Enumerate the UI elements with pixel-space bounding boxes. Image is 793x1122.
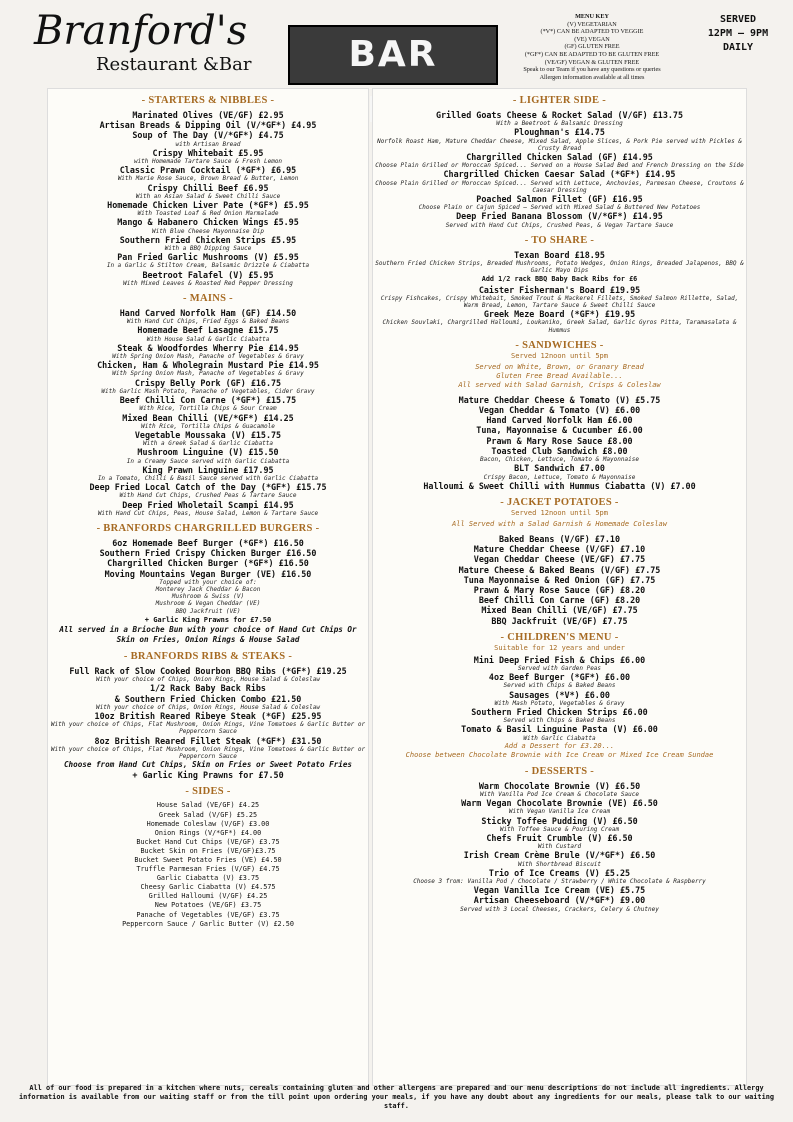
menu-item-description: With Rice, Tortilla Chips & Guacamole — [141, 422, 275, 430]
menu-item-description: With Garlic Mash Potato, Panache of Vegetables, Cider Gravy — [101, 387, 315, 395]
burger-topping: Monterey Jack Cheddar & Bacon — [155, 585, 261, 593]
menu-item-name: Mango & Habanero Chicken Wings £5.95 — [117, 217, 299, 228]
jacket-item: Baked Beans (V/GF) £7.10 — [498, 533, 620, 544]
burger-toppings — [48, 579, 368, 615]
jacket-item: Tuna Mayonnaise & Red Onion (GF) £7.75 — [463, 574, 656, 585]
sandwich-note: Gluten Free Bread Available... — [496, 371, 623, 380]
menu-item-name: Mature Cheddar Cheese & Tomato (V) £5.75 — [458, 394, 661, 405]
restaurant-logo — [34, 8, 274, 80]
desserts-list — [373, 781, 746, 913]
menu-item-name: Chargrilled Chicken Caesar Salad (*GF*) £14.95 — [443, 169, 676, 180]
served-times — [693, 13, 783, 55]
side-item: Grilled Halloumi (V/GF) £4.25 — [148, 892, 268, 901]
menu-item-name: Vegan Vanilla Ice Cream (VE) £5.75 — [473, 885, 646, 896]
side-item: Bucket Sweet Potato Fries (VE) £4.50 — [134, 855, 282, 864]
menu-item-name: Sausages (*V*) £6.00 — [509, 689, 610, 700]
section-title-share: - TO SHARE - — [524, 234, 595, 246]
menu-item-name: Mini Deep Fried Fish & Chips £6.00 — [473, 654, 646, 665]
jacket-item: Mixed Bean Chilli (VE/GF) £7.75 — [481, 605, 638, 616]
sides-list — [48, 801, 368, 928]
section-title-mains: - MAINS - — [183, 293, 233, 305]
menu-item-name: Tuna, Mayonnaise & Cucumber £6.00 — [476, 425, 643, 436]
menu-item-description: With a BBQ Dipping Sauce — [164, 245, 252, 253]
menu-item-name: Deep Fried Banana Blossom (V/*GF*) £14.95 — [456, 211, 663, 222]
menu-item-name: Crispy Whitebait £5.95 — [152, 147, 264, 158]
menu-item-name: Vegetable Moussaka (V) £15.75 — [134, 429, 282, 440]
jacket-item: Mature Cheese & Baked Beans (V/GF) £7.75 — [458, 564, 661, 575]
burger-extra: + Garlic King Prawns for £7.50 — [144, 615, 272, 624]
jacket-item: Mature Cheddar Cheese (V/GF) £7.10 — [473, 544, 646, 555]
menu-item-name: 8oz British Reared Fillet Steak (*GF*) £31.50 — [94, 735, 322, 746]
menu-item-name: Southern Fried Chicken Strips £5.95 — [119, 234, 297, 245]
jacket-item: Vegan Cheddar Cheese (VE/GF) £7.75 — [473, 554, 646, 565]
menu-item-description: with Homemade Tartare Sauce & Fresh Lemon — [133, 158, 283, 166]
menu-item-description: Served with Chips & Baked Beans — [503, 717, 616, 725]
menu-item-description: In a Garlic & Stilton Cream, Balsamic Drizzle & Ciabatta — [106, 262, 310, 270]
side-item: Bucket Skin on Fries (VE/GF)£3.75 — [140, 846, 276, 855]
menu-item-description: With Mixed Leaves & Roasted Red Pepper Dressing — [123, 279, 293, 287]
section-title-sides: - SIDES - — [185, 786, 231, 798]
menu-item-name: Trio of Ice Creams (V) £5.25 — [488, 867, 631, 878]
menu-item-description: With Blue Cheese Mayonnaise Dip — [152, 227, 264, 235]
menu-item-description: With an Asian Salad & Sweet Chilli Sauce — [135, 192, 281, 200]
menu-item-name: 1/2 Rack Baby Back Ribs — [150, 683, 266, 694]
menu-item-name: Full Rack of Slow Cooked Bourbon BBQ Ribs (*GF*) £19.25 — [69, 665, 347, 676]
share-list — [373, 250, 746, 334]
ribs-list — [48, 666, 368, 760]
menu-item-description: With your choice of Chips, Onion Rings, House Salad & Coleslaw — [96, 676, 320, 684]
menu-item-name: Crispy Belly Pork (GF) £16.75 — [134, 377, 282, 388]
menu-item-name: Warm Chocolate Brownie (V) £6.50 — [478, 780, 641, 791]
jackets-list — [373, 534, 746, 626]
menu-item-name: Deep Fried Wholetail Scampi £14.95 — [122, 499, 294, 510]
section-title-children: - CHILDREN'S MENU - — [500, 631, 619, 643]
menu-item-description: With Toffee Sauce & Pouring Cream — [499, 825, 620, 833]
menu-item-description: With your choice of Chips, Onion Rings, House Salad & Coleslaw — [96, 703, 320, 711]
menu-item-name: & Southern Fried Chicken Combo £21.50 — [114, 693, 302, 704]
menu-item-name: 6oz Homemade Beef Burger (*GF*) £16.50 — [112, 537, 304, 548]
menu-item-description: With Spring Onion Mash, Panache of Vegetables & Gravy — [112, 353, 304, 361]
menu-item-description: Served with Garden Peas — [517, 664, 602, 672]
menu-item-name: Greek Meze Board (*GF*) £19.95 — [483, 309, 636, 320]
logo-subtitle: Restaurant &Bar — [96, 54, 252, 75]
menu-item-name: Beetroot Falafel (V) £5.95 — [142, 269, 274, 280]
bar-menu-title: BAR — [348, 34, 438, 75]
section-title-desserts: - DESSERTS - — [524, 765, 595, 777]
side-item: Cheesy Garlic Ciabatta (V) £4.575 — [140, 883, 276, 892]
menu-item-name: Mixed Bean Chilli (VE/*GF*) £14.25 — [122, 412, 294, 423]
menu-item-name: Mushroom Linguine (V) £15.50 — [137, 447, 279, 458]
menu-key-line: (VE) VEGAN — [574, 35, 610, 43]
menu-item-name: Hand Carved Norfolk Ham (GF) £14.50 — [119, 308, 297, 319]
menu-item-description: In a Tomato, Chilli & Basil Sauce served with Garlic Ciabatta — [97, 474, 319, 482]
menu-item-description: Bacon, Chicken, Lettuce, Tomato & Mayonnaise — [480, 456, 639, 464]
menu-item-description: With your choice of Chips, Flat Mushroom, Onion Rings, Vine Tomatoes & Garlic Butter or Peppercorn Sauce — [50, 745, 366, 760]
menu-key-line: Speak to our Team if you have any questions or queries — [523, 66, 661, 74]
menu-item-description: With Mash Potato, Vegetables & Gravy — [494, 699, 625, 707]
jacket-hours: Served 12noon until 5pm — [511, 508, 608, 517]
bar-menu-banner — [288, 25, 498, 85]
burger-topping: Mushroom & Vegan Cheddar (VE) — [155, 600, 261, 608]
menu-item-description: Choose Plain or Cajun Spiced – Served with Mixed Salad & Buttered New Potatoes — [418, 204, 701, 212]
menu-item-description: Chicken Souvlaki, Chargrilled Halloumi, Loukaniko, Greek Salad, Garlic Gyros Pitta, Taramasalata & Hummus — [382, 319, 737, 334]
section-title-sandwiches: - SANDWICHES - — [515, 339, 604, 351]
section-title-jacket: - JACKET POTATOES - — [500, 496, 619, 508]
menu-item-description: With Toasted Loaf & Red Onion Marmalade — [137, 210, 279, 218]
menu-item-name: Marinated Olives (VE/GF) £2.95 — [132, 110, 284, 120]
children-list — [373, 655, 746, 742]
menu-key-line: Allergen information available at all times — [539, 73, 645, 81]
menu-item-name: Poached Salmon Fillet (GF) £16.95 — [476, 194, 643, 205]
menu-item-name: Deep Fried Local Catch of the Day (*GF*) £15.75 — [89, 482, 327, 493]
menu-item-name: Beef Chilli Con Carne (*GF*) £15.75 — [119, 395, 297, 406]
children-note: Add a Dessert for £3.20... — [504, 741, 615, 750]
menu-item-description: In a Creamy Sauce served with Garlic Ciabatta — [126, 457, 290, 465]
served-days: DAILY — [722, 42, 754, 53]
menu-item-description: With Hand Cut Chips, Fried Eggs & Baked Beans — [126, 318, 290, 326]
side-item: Garlic Ciabatta (V) £3.75 — [156, 874, 260, 883]
side-item: Peppercorn Sauce / Garlic Butter (V) £2.50 — [122, 919, 294, 928]
menu-item-name: Add 1/2 rack BBQ Baby Back Ribs for £6 — [481, 275, 638, 284]
side-item: Onion Rings (V/*GF*) £4.00 — [154, 828, 262, 837]
menu-header — [0, 0, 793, 86]
menu-item-name: Sticky Toffee Pudding (V) £6.50 — [481, 815, 638, 826]
menu-item-description: With Marie Rose Sauce, Brown Bread & Butter, Lemon — [117, 175, 299, 183]
menu-item-description: With Rice, Tortilla Chips & Sour Cream — [139, 405, 277, 413]
menu-item-name: Vegan Cheddar & Tomato (V) £6.00 — [478, 405, 641, 416]
menu-item-description: with Artisan Bread — [175, 140, 241, 148]
menu-item-description: Choose Plain Grilled or Moroccan Spiced... Served on a House Salad Bed and French Dressing on the Side — [375, 162, 744, 170]
served-label: SERVED — [719, 14, 757, 25]
menu-item-description: Norfolk Roast Ham, Mature Cheddar Cheese, Mixed Salad, Apple Slices, & Pork Pie served with Pickles & Crusty Bread — [377, 137, 742, 152]
menu-item-name: Tomato & Basil Linguine Pasta (V) £6.00 — [461, 724, 658, 735]
right-column — [372, 88, 747, 1086]
menu-item-name: Steak & Woodfordes Wherry Pie £14.95 — [117, 342, 299, 353]
menu-item-name: Chicken, Ham & Wholegrain Mustard Pie £14.95 — [97, 360, 319, 371]
starters-list — [48, 110, 368, 287]
menu-item-name: 4oz Beef Burger (*GF*) £6.00 — [488, 672, 631, 683]
menu-item-name: Irish Cream Crème Brule (V/*GF*) £6.50 — [463, 850, 656, 861]
menu-item-name: Ploughman's £14.75 — [514, 127, 605, 138]
burger-topping: Topped with your choice of: — [159, 578, 257, 586]
section-title-starters: - STARTERS & NIBBLES - — [141, 95, 275, 106]
menu-item-name: Caister Fisherman's Board £19.95 — [478, 284, 641, 295]
menu-item-description: With Spring Onion Mash, Panache of Vegetables & Gravy — [112, 370, 304, 378]
menu-item-description: Choose 3 from: Vanilla Pod / Chocolate / Strawberry / White Chocolate & Raspberry — [413, 878, 706, 885]
jacket-item: BBQ Jackfruit (VE/GF) £7.75 — [491, 615, 628, 626]
menu-item-name: Southern Fried Chicken Strips £6.00 — [471, 706, 648, 717]
menu-item-description: With Hand Cut Chips, Peas, House Salad, Lemon & Tartare Sauce — [97, 509, 319, 517]
served-hours: 12PM – 9PM — [707, 28, 769, 39]
menu-item-description: With Custard — [537, 843, 582, 851]
sandwich-note: All served with Salad Garnish, Crisps & Coleslaw — [458, 380, 661, 389]
menu-item-name: Chefs Fruit Crumble (V) £6.50 — [486, 832, 633, 843]
menu-item-description: Crispy Fishcakes, Crispy Whitebait, Smoked Trout & Mackerel Fillets, Smoked Salmon Rillette, Salad, Warm Bread, Lemon, Tartare Sauce & Sweet Chilli Sauce — [380, 294, 739, 310]
menu-item-description: Choose Plain Grilled or Moroccan Spiced... Served with Lettuce, Anchovies, Parmesan Cheese, Croutons & Caesar Dressing — [375, 179, 744, 194]
jacket-item: Beef Chilli Con Carne (GF) £8.20 — [478, 595, 641, 606]
menu-item-name: Chargrilled Chicken Burger (*GF*) £16.50 — [107, 558, 309, 569]
burger-note: All served in a Brioche Bun with your choice of Hand Cut Chips Or Skin on Fries, Onion Rings & House Salad — [59, 624, 357, 644]
sandwich-note: Served on White, Brown, or Granary Bread — [475, 362, 644, 371]
mains-list — [48, 308, 368, 517]
jacket-note: All Served with a Salad Garnish & Homemade Coleslaw — [452, 519, 667, 528]
menu-item-description: Crispy Bacon, Lettuce, Tomato & Mayonnaise — [483, 473, 636, 481]
ribs-note: Choose from Hand Cut Chips, Skin on Fries or Sweet Potato Fries — [63, 760, 353, 770]
menu-item-name: Warm Vegan Chocolate Brownie (VE) £6.50 — [461, 798, 658, 809]
side-item: Bucket Hand Cut Chips (VE/GF) £3.75 — [136, 837, 280, 846]
menu-key-line: (*V*) CAN BE ADAPTED TO VEGGIE — [540, 28, 644, 36]
menu-item-name: Hand Carved Norfolk Ham £6.00 — [486, 415, 633, 426]
menu-item-name: King Prawn Linguine £17.95 — [142, 464, 274, 475]
menu-item-name: Homemade Chicken Liver Pate (*GF*) £5.95 — [107, 200, 309, 211]
burger-topping: BBQ Jackfruit (VE) — [175, 607, 241, 615]
menu-item-name: Homemade Beef Lasagne £15.75 — [137, 325, 279, 336]
menu-item-name: Texan Board £18.95 — [514, 249, 605, 260]
sandwich-notes — [373, 363, 746, 390]
menu-item-description: With Shortbread Biscuit — [517, 860, 602, 868]
menu-item-description: With a Greek Salad & Garlic Ciabatta — [142, 440, 274, 448]
menu-item-description: Southern Fried Chicken Strips, Breaded Mushrooms, Potato Wedges, Onion Rings, Breaded Jalapenos, BBQ & Garlic Mayo Dips — [375, 260, 744, 275]
lighter-list — [373, 110, 746, 229]
menu-item-name: Artisan Cheeseboard (V/*GF*) £9.00 — [473, 895, 646, 906]
side-item: Homemade Coleslaw (V/GF) £3.00 — [146, 819, 270, 828]
side-item: Truffle Parmesan Fries (V/GF) £4.75 — [136, 865, 280, 874]
sandwiches-list — [373, 395, 746, 491]
menu-item-name: Halloumi & Sweet Chilli with Hummus Ciabatta (V) £7.00 — [423, 480, 696, 491]
menu-key — [500, 13, 684, 81]
menu-item-name: BLT Sandwich £7.00 — [514, 463, 605, 474]
menu-item-description: With Vegan Vanilla Ice Cream — [508, 808, 611, 816]
menu-item-name: Crispy Chilli Beef £6.95 — [147, 182, 269, 193]
allergen-footer: All of our food is prepared in a kitchen where nuts, cereals containing gluten and other allergens are prepared and our menu descriptions do not include all ingredients. Allergy information is available from our waiting staff or from the till point upon ordering your meals, if you have any doubt about any ingredients for our meals, please talk to our waiting staff. — [18, 1084, 775, 1110]
logo-name: Branford's — [34, 8, 248, 54]
ribs-extra: + Garlic King Prawns for £7.50 — [132, 770, 284, 781]
side-item: House Salad (VE/GF) £4.25 — [156, 801, 260, 810]
menu-item-description: Served with Hand Cut Chips, Crushed Peas, & Vegan Tartare Sauce — [445, 221, 674, 229]
menu-item-name: Prawn & Mary Rose Sauce £8.00 — [486, 435, 633, 446]
menu-item-description: With Hand Cut Chips, Crushed Peas & Tartare Sauce — [119, 492, 297, 500]
children-age-note: Suitable for 12 years and under — [494, 643, 625, 652]
children-note: Choose between Chocolate Brownie with Ice Cream or Mixed Ice Cream Sundae — [405, 750, 714, 759]
menu-key-line: (V) VEGETARIAN — [567, 20, 617, 28]
menu-key-line: (GF) GLUTEN FREE — [564, 43, 620, 51]
menu-key-line: (VE/GF) VEGAN & GLUTEN FREE — [544, 58, 640, 66]
menu-item-description: With a Beetroot & Balsamic Dressing — [496, 120, 623, 128]
menu-item-description: Served with 3 Local Cheeses, Crackers, Celery & Chutney — [460, 905, 659, 913]
side-item: Panache of Vegetables (VE/GF) £3.75 — [136, 910, 280, 919]
menu-item-name: Soup of The Day (V/*GF*) £4.75 — [132, 130, 284, 141]
menu-key-title: MENU KEY — [575, 13, 609, 20]
menu-item-name: Pan Fried Garlic Mushrooms (V) £5.95 — [117, 252, 299, 263]
menu-item-name: Moving Mountains Vegan Burger (VE) £16.50 — [104, 568, 312, 579]
side-item: Greek Salad (V/GF) £5.25 — [158, 810, 258, 819]
menu-key-line: (*GF*) CAN BE ADAPTED TO BE GLUTEN FREE — [524, 50, 660, 58]
menu-item-name: Southern Fried Crispy Chicken Burger £16.50 — [99, 548, 317, 559]
menu-item-name: 10oz British Reared Ribeye Steak (*GF) £25.95 — [94, 710, 322, 721]
left-column — [47, 88, 369, 1086]
menu-item-description: With your choice of Chips, Flat Mushroom, Onion Rings, Vine Tomatoes & Garlic Butter or Peppercorn Sauce — [50, 721, 366, 736]
burger-topping: Mushroom & Swiss (V) — [171, 593, 245, 601]
burgers-list — [48, 538, 368, 579]
side-item: New Potatoes (VE/GF) £3.75 — [154, 901, 262, 910]
section-title-lighter: - LIGHTER SIDE - — [512, 95, 607, 106]
menu-item-name: Toasted Club Sandwich £8.00 — [491, 445, 628, 456]
menu-item-name: Grilled Goats Cheese & Rocket Salad (V/GF) £13.75 — [435, 110, 684, 120]
sandwich-hours: Served 12noon until 5pm — [511, 351, 608, 360]
menu-item-name: Chargrilled Chicken Salad (GF) £14.95 — [466, 152, 653, 163]
menu-item-description: With Vanilla Pod Ice Cream & Chocolate Sauce — [480, 790, 639, 798]
section-title-ribs: - BRANFORDS RIBS & STEAKS - — [123, 650, 293, 662]
section-title-burgers: - BRANFORDS CHARGRILLED BURGERS - — [96, 522, 320, 534]
menu-item-name: Classic Prawn Cocktail (*GF*) £6.95 — [119, 165, 297, 176]
children-notes — [373, 742, 746, 760]
jacket-item: Prawn & Mary Rose Sauce (GF) £8.20 — [473, 584, 646, 595]
menu-item-description: With Garlic Ciabatta — [523, 734, 596, 742]
menu-item-name: Artisan Breads & Dipping Oil (V/*GF*) £4.95 — [99, 120, 317, 131]
menu-item-description: Served with Chips & Baked Beans — [503, 682, 616, 690]
menu-item-description: With House Salad & Garlic Ciabatta — [146, 335, 270, 343]
